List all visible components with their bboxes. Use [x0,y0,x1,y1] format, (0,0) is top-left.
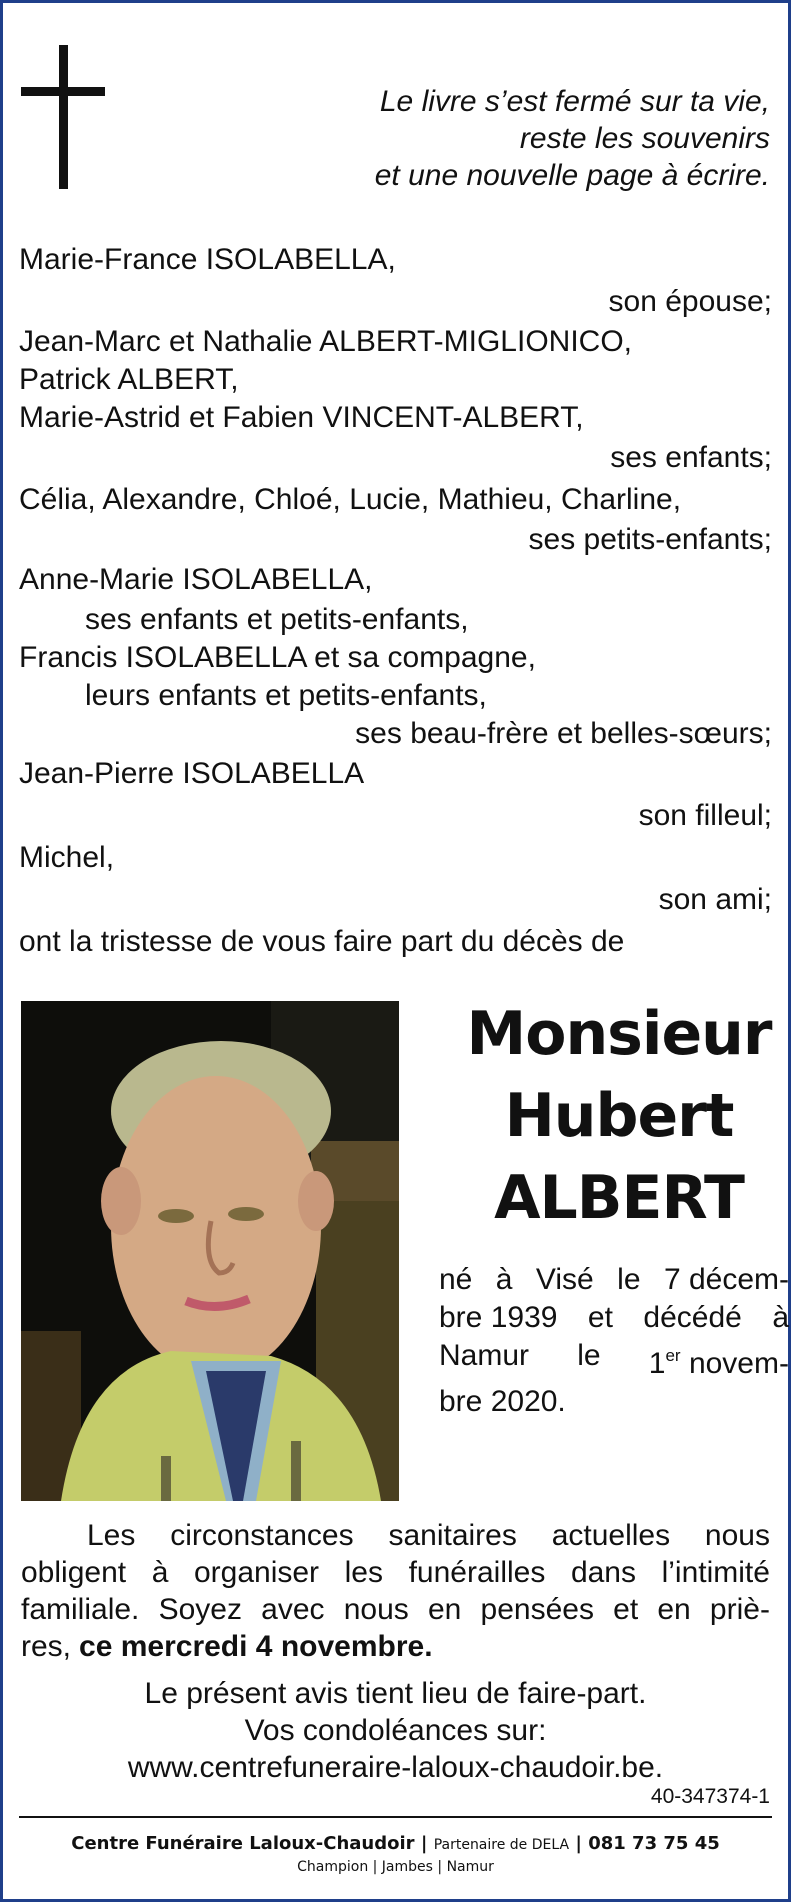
last-name: ALBERT [494,1163,744,1233]
phone-number: 081 73 75 45 [588,1833,720,1854]
mourner-relation: ses petits-enfants; [528,523,772,556]
announcement-text: ont la tristesse de vous faire part du décès de [19,925,625,958]
mourner-name: Marie-France ISOLABELLA, [19,243,396,276]
mourner-relation: ses enfants; [610,441,772,474]
condolences-url[interactable]: www.centrefuneraire-laloux-chaudoir.be. [127,1751,664,1784]
quote-line: reste les souvenirs [519,122,770,155]
mourner-name: Marie-Astrid et Fabien VINCENT-ALBERT, [19,401,584,434]
notice-line: res, ce mercredi 4 novembre. [21,1630,433,1663]
dates-line: Namur le 1er novem- [439,1339,789,1380]
notice-line: familiale. Soyez avec nous en pensées et en priè- [21,1593,770,1626]
closing-line: Vos condoléances sur: [244,1714,547,1747]
reference-number: 40-347374-1 [650,1785,770,1808]
mourners-list [19,239,772,963]
mourner-relation: son filleul; [638,799,772,832]
mourner-name: Jean-Pierre ISOLABELLA [19,757,365,790]
closing-text [19,1675,772,1786]
dates-line: bre 1939 et décédé à [439,1301,789,1334]
notice-line: obligent à organiser les funérailles dans l’intimité [21,1556,770,1589]
partner-label: Partenaire de DELA [433,1837,570,1853]
funeral-notice [21,1517,770,1665]
quote-line: et une nouvelle page à écrire. [374,159,770,192]
honorific: Monsieur [466,999,772,1069]
mourner-relation: ses beau-frère et belles-sœurs; [355,717,772,750]
cross-icon [21,45,105,189]
mourner-name: Michel, [19,841,115,874]
mourner-name: Célia, Alexandre, Chloé, Lucie, Mathieu, Charline, [19,483,682,516]
mourner-relation: leurs enfants et petits-enfants, [85,679,487,712]
life-dates [439,1261,789,1421]
mourner-relation: son épouse; [608,285,772,318]
mourner-name: Anne-Marie ISOLABELLA, [19,563,373,596]
notice-line: Les circonstances sanitaires actuelles nous [87,1519,770,1552]
deceased-name [434,993,791,1239]
locations: Champion | Jambes | Namur [297,1859,494,1875]
mourner-name: Jean-Marc et Nathalie ALBERT-MIGLIONICO, [19,325,632,358]
dates-line: né à Visé le 7 décem- [439,1263,789,1296]
epitaph-quote [375,83,770,194]
mourner-name: Patrick ALBERT, [19,363,239,396]
quote-line: Le livre s’est fermé sur ta vie, [379,85,770,118]
divider [19,1816,772,1818]
company-name: Centre Funéraire Laloux-Chaudoir [71,1833,415,1854]
portrait-photo [21,1001,399,1501]
mourner-relation: son ami; [658,883,772,916]
first-name: Hubert [504,1081,734,1151]
mourner-name: Francis ISOLABELLA et sa compagne, [19,641,536,674]
closing-line: Le présent avis tient lieu de faire-part. [144,1677,647,1710]
dates-line: bre 2020. [439,1385,566,1418]
funeral-date: ce mercredi 4 novembre. [79,1630,433,1663]
mourner-relation: ses enfants et petits-enfants, [85,603,469,636]
footer: Centre Funéraire Laloux-Chaudoir | Partenaire de DELA | 081 73 75 45 [71,1833,720,1854]
